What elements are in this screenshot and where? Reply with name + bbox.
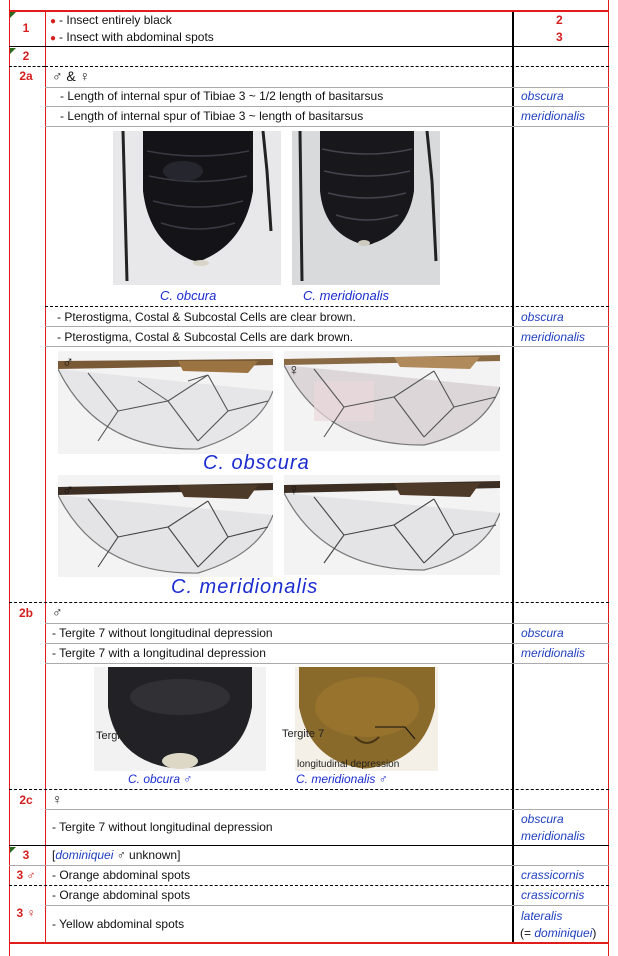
couplet-2b-lead-a: - Tergite 7 without longitudinal depression: [52, 626, 273, 640]
grid-line-2b-end: [9, 789, 609, 790]
couplet-2c-sex: ♀: [52, 791, 63, 807]
couplet-1-lead-b: [50, 30, 214, 44]
caption-abdomen-meridionalis: C. meridionalis: [303, 288, 389, 303]
grid-line-r2-end-num: [9, 66, 45, 67]
couplet-3f-lead-a: - Orange abdominal spots: [52, 888, 191, 902]
couplet-3-note: [52, 848, 180, 862]
couplet-2c-result-b: meridionalis: [521, 829, 586, 843]
couplet-number-3-male: 3 ♂: [16, 868, 36, 882]
caption-tergite-meridionalis: C. meridionalis ♂: [296, 772, 388, 786]
couplet-1-goto-b: 3: [556, 30, 563, 44]
couplet-1-lead-a: [50, 13, 172, 27]
grid-line-r3-end: [9, 865, 609, 866]
couplet-number-2c: 2c: [19, 793, 33, 807]
grid-line-t1: [45, 643, 609, 644]
couplet-number-3: 3: [22, 848, 30, 862]
couplet-1-goto-a: 2: [556, 13, 563, 27]
grid-bottom-border: [9, 942, 609, 944]
male-symbol: ♂: [62, 354, 74, 371]
grid-line-2b-sex: [45, 623, 609, 624]
couplet-2b-result-a: obscura: [521, 626, 564, 640]
couplet-2b-result-b: meridionalis: [521, 646, 586, 660]
grid-left-border: [9, 0, 10, 956]
couplet-1-text-a: - Insect entirely black: [59, 13, 172, 27]
synonym-close: ): [592, 926, 597, 940]
couplet-2a-spur-result-b: meridionalis: [521, 109, 586, 123]
couplet-2a-ptero-result-a: obscura: [521, 310, 564, 324]
grid-result-column-divider: [512, 10, 514, 943]
note-rest: ♂ unknown]: [113, 848, 181, 862]
grid-line-2c-sex: [45, 809, 609, 810]
wing-photo-obscura-female: [284, 351, 500, 451]
couplet-2a-spur-result-a: obscura: [521, 89, 564, 103]
couplet-number-2: 2: [22, 49, 30, 63]
couplet-number-2a: 2a: [19, 69, 33, 83]
grid-line-spur1: [45, 106, 609, 107]
couplet-2a-ptero-lead-a: - Pterostigma, Costal & Subcostal Cells are clear brown.: [57, 310, 356, 324]
tergite-pointer-line: [146, 738, 186, 739]
wing-photo-meridionalis-female: [284, 475, 500, 575]
grid-line-2a-end: [9, 602, 609, 603]
grid-line-2c-end: [9, 845, 609, 846]
couplet-3f-lead-b: - Yellow abdominal spots: [52, 917, 185, 931]
caption-abdomen-obscura: C. obcura: [160, 288, 217, 303]
couplet-2a-ptero-lead-b: - Pterostigma, Costal & Subcostal Cells are dark brown.: [57, 330, 354, 344]
tergite-photo-obscura: [94, 667, 266, 771]
couplet-3f-synonym: [520, 926, 596, 940]
note-bracket-open: [: [52, 848, 56, 862]
caption-wing-meridionalis: C. meridionalis: [171, 576, 319, 598]
couplet-2c-result-a: obscura: [521, 812, 564, 826]
grid-line-ptero2: [45, 346, 609, 347]
couplet-3f-result-a: crassicornis: [521, 888, 585, 902]
grid-right-border: [608, 0, 609, 956]
male-symbol: ♂: [62, 482, 74, 499]
grid-line-abd-photos: [45, 306, 609, 307]
couplet-2a-spur-lead-b: - Length of internal spur of Tibiae 3 ~ length of basitarsus: [60, 109, 364, 123]
grid-line-r3m-end: [9, 885, 609, 886]
grid-line-r1-end: [9, 46, 609, 47]
couplet-number-3-female: 3 ♀: [16, 906, 36, 920]
caption-tergite-obscura: C. obcura ♂: [128, 772, 193, 786]
wing-photo-obscura-male: [58, 351, 273, 454]
grid-line-2a-sex: [45, 87, 609, 88]
abdomen-photo-meridionalis: [292, 131, 440, 285]
couplet-2b-sex: ♂: [52, 604, 63, 620]
grid-line-r3f-mid: [45, 905, 609, 906]
grid-top-border: [9, 10, 609, 12]
couplet-2a-sexes: ♂ & ♀: [52, 68, 91, 84]
couplet-3m-lead: - Orange abdominal spots: [52, 868, 191, 882]
female-symbol: ♀: [288, 362, 300, 379]
grid-line-ptero1: [45, 326, 609, 327]
tergite-label-meridionalis: Tergite 7: [282, 728, 325, 740]
grid-line-t2: [45, 663, 609, 664]
couplet-2a-spur-lead-a: - Length of internal spur of Tibiae 3 ~ 1/2 length of basitarsus: [60, 89, 384, 103]
couplet-3m-result: crassicornis: [521, 868, 585, 882]
couplet-2c-lead: - Tergite 7 without longitudinal depression: [52, 820, 273, 834]
grid-line-spur2: [45, 126, 609, 127]
tergite-photo-meridionalis: [295, 667, 438, 771]
bullet-icon: ●: [50, 33, 57, 44]
grid-line-r2-end: [45, 66, 609, 67]
caption-wing-obscura: C. obscura: [203, 452, 310, 474]
female-symbol: ♀: [288, 482, 300, 499]
synonym-species: dominiquei: [534, 926, 593, 940]
couplet-3f-result-b: lateralis: [521, 909, 563, 923]
depression-label: longitudinal depression: [297, 759, 400, 770]
couplet-1-text-b: - Insect with abdominal spots: [59, 30, 214, 44]
tergite-label-obscura: Tergite 7: [96, 730, 139, 742]
couplet-2b-lead-b: - Tergite 7 with a longitudinal depression: [52, 646, 266, 660]
note-species: dominiquei: [55, 848, 114, 862]
cell-corner-marker: [10, 12, 16, 18]
bullet-icon: ●: [50, 16, 57, 27]
couplet-number-2b: 2b: [18, 606, 33, 620]
synonym-open: (=: [520, 926, 535, 940]
abdomen-photo-obscura: [113, 131, 281, 285]
wing-photo-meridionalis-male: [58, 475, 273, 577]
couplet-2a-ptero-result-b: meridionalis: [521, 330, 586, 344]
couplet-number-1: 1: [22, 21, 30, 35]
